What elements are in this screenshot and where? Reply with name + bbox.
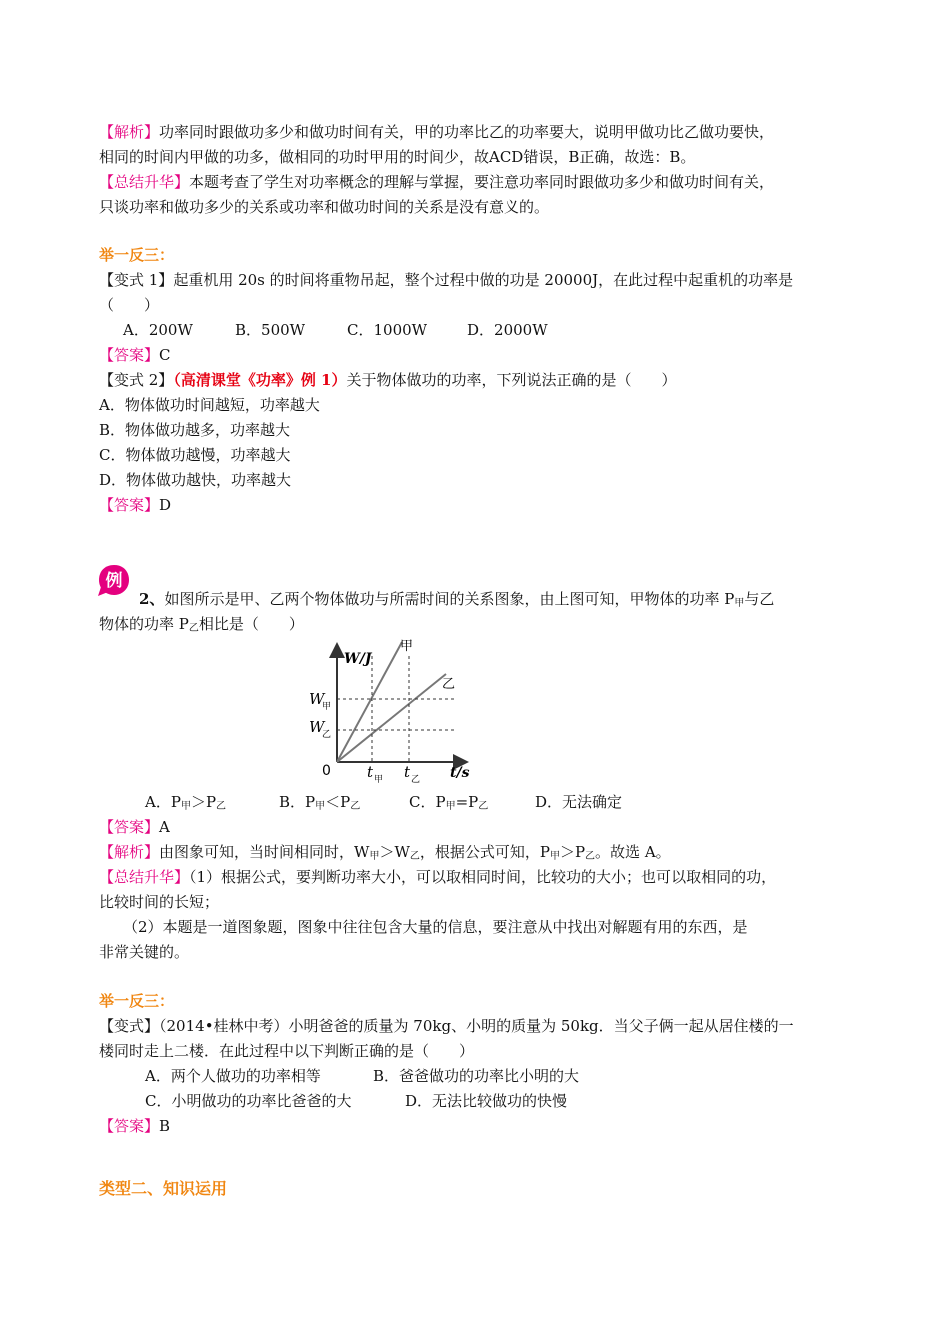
option-d: D．无法确定 bbox=[535, 793, 623, 811]
w-jia-sub: 甲 bbox=[322, 702, 332, 712]
answer-tag: 【答案】 bbox=[99, 496, 160, 514]
t-jia-label: t bbox=[367, 763, 374, 781]
jiexi-line: 【解析】由图象可知，当时间相同时，$W_甲>W_乙$，根据公式可知，$P_甲>P_乙$。故选 A。 bbox=[99, 843, 671, 862]
work-time-graph bbox=[300, 636, 480, 786]
t-yi-sub: 乙 bbox=[411, 775, 421, 785]
question-number: 2、 bbox=[139, 590, 165, 608]
variant-2-prefix: 【变式 2】 bbox=[99, 371, 174, 389]
example-2-solution bbox=[99, 790, 869, 965]
answer-value: C bbox=[159, 346, 171, 364]
answer-tag: 【答案】 bbox=[99, 818, 160, 836]
jiexi-text: 功率同时跟做功多少和做功时间有关，甲的功率比乙的功率要大，说明甲做功比乙做功要快， bbox=[159, 123, 775, 141]
option-c: C．1000W bbox=[347, 321, 428, 339]
option-a: A．两个人做功的功率相等 bbox=[145, 1067, 321, 1085]
line-jia-label: 甲 bbox=[400, 639, 414, 654]
example-2-options bbox=[99, 790, 869, 815]
option-a: A．$P_甲>P_乙$ bbox=[145, 793, 227, 812]
question-text: 与乙 bbox=[744, 590, 775, 608]
variant-1-options bbox=[99, 318, 869, 343]
jiexi-tag: 【解析】 bbox=[99, 123, 160, 141]
zongjie-tag: 【总结升华】 bbox=[99, 868, 190, 886]
answer-value: A bbox=[159, 818, 170, 836]
answer-tag: 【答案】 bbox=[99, 1117, 160, 1135]
option-c: C．小明做功的功率比爸爸的大 bbox=[145, 1092, 352, 1110]
option-d: D．物体做功越快，功率越大 bbox=[99, 471, 292, 489]
answer-value: B bbox=[159, 1117, 171, 1135]
option-b: B．物体做功越多，功率越大 bbox=[99, 421, 291, 439]
zongjie-text: 非常关键的。 bbox=[99, 943, 190, 961]
analysis-block bbox=[99, 120, 869, 220]
subscript: 甲 bbox=[734, 598, 745, 609]
t-yi-label: t bbox=[404, 763, 411, 781]
subscript: 乙 bbox=[188, 623, 199, 634]
options-row bbox=[99, 1064, 869, 1089]
x-axis-label: t/s bbox=[450, 765, 470, 781]
line-yi-label: 乙 bbox=[442, 677, 456, 692]
example-badge-text: 例 bbox=[105, 571, 123, 591]
variant-2-question: 关于物体做功的功率，下列说法正确的是（ ） bbox=[346, 371, 677, 389]
zongjie-text: 比较时间的长短； bbox=[99, 893, 220, 911]
variant-2-source: （高清课堂《功率》例 1） bbox=[173, 371, 347, 389]
zongjie-text: 本题考查了学生对功率概念的理解与掌握，要注意功率同时跟做功多少和做功时间有关， bbox=[189, 173, 775, 191]
practice-heading: 举一反三： bbox=[99, 992, 175, 1010]
section-heading bbox=[99, 1176, 869, 1201]
variant-question: 楼同时走上二楼．在此过程中以下判断正确的是（ ） bbox=[99, 1042, 475, 1060]
option-c: C．物体做功越慢，功率越大 bbox=[99, 446, 291, 464]
zongjie-text: （2）本题是一道图象题，图象中往往包含大量的信息，要注意从中找出对解题有用的东西，是 bbox=[123, 918, 748, 936]
question-text: 相比是（ ） bbox=[198, 615, 304, 633]
practice-block-2 bbox=[99, 989, 869, 1139]
option-d: D．2000W bbox=[467, 321, 548, 339]
w-yi-sub: 乙 bbox=[322, 730, 332, 740]
zongjie-tag: 【总结升华】 bbox=[99, 173, 190, 191]
zongjie-text: （1）根据公式，要判断功率大小，可以取相同时间，比较功的大小；也可以取相同的功， bbox=[189, 868, 777, 886]
w-yi-label: W bbox=[309, 718, 325, 736]
option-b: B．爸爸做功的功率比小明的大 bbox=[373, 1067, 580, 1085]
question-text: 物体的功率 P bbox=[99, 615, 189, 633]
line-yi bbox=[337, 674, 446, 762]
option-b: B．500W bbox=[235, 321, 306, 339]
answer-value: D bbox=[159, 496, 172, 514]
section-title: 类型二、知识运用 bbox=[99, 1179, 228, 1198]
option-a: A．200W bbox=[123, 321, 193, 339]
option-d: D．无法比较做功的快慢 bbox=[405, 1092, 568, 1110]
option-b: B．$P_甲<P_乙$ bbox=[279, 793, 361, 812]
y-axis-label: W/J bbox=[344, 651, 372, 667]
question-text: 如图所示是甲、乙两个物体做功与所需时间的关系图象，由上图可知，甲物体的功率 P bbox=[164, 590, 735, 608]
zongjie-text: 只谈功率和做功多少的关系或功率和做功时间的关系是没有意义的。 bbox=[99, 198, 550, 216]
w-jia-label: W bbox=[309, 690, 325, 708]
option-a: A．物体做功时间越短，功率越大 bbox=[99, 396, 320, 414]
t-jia-sub: 甲 bbox=[374, 775, 384, 785]
options-row bbox=[99, 1089, 869, 1114]
variant-1-paren: （ ） bbox=[99, 296, 160, 314]
origin-label: 0 bbox=[322, 763, 331, 779]
practice-block-1 bbox=[99, 243, 869, 518]
answer-tag: 【答案】 bbox=[99, 346, 160, 364]
variant-prefix: 【变式】 bbox=[99, 1017, 160, 1035]
jiexi-text: 相同的时间内甲做的功多，做相同的功时甲用的时间少，故ACD错误，B正确，故选：B。 bbox=[99, 148, 696, 166]
example-2-question bbox=[99, 587, 869, 637]
variant-1-prefix: 【变式 1】 bbox=[99, 271, 174, 289]
option-c: C．$P_甲=P_乙$ bbox=[409, 793, 489, 812]
variant-1-question: 起重机用 20s 的时间将重物吊起，整个过程中做的功是 20000J，在此过程中起重机的功率是 bbox=[173, 271, 794, 289]
variant-question: （2014•桂林中考）小明爸爸的质量为 70kg、小明的质量为 50kg．当父子俩一起从居住楼的一 bbox=[159, 1017, 794, 1035]
practice-heading: 举一反三： bbox=[99, 246, 175, 264]
